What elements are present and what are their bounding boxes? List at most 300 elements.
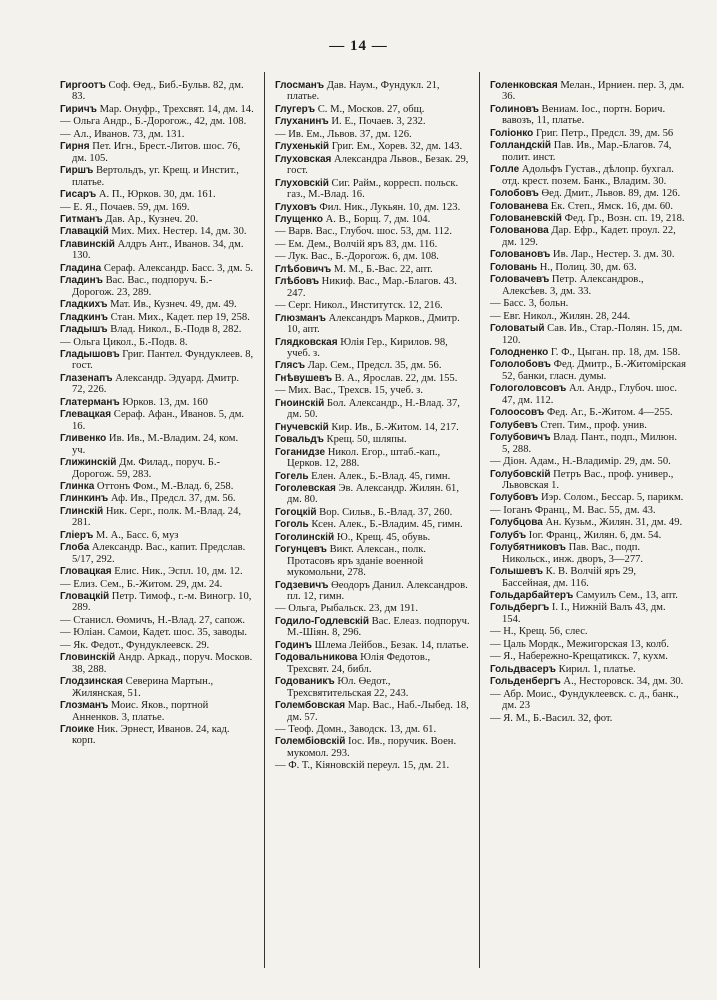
entry-surname: Годзевичъ — [275, 579, 329, 591]
directory-entry — [60, 239, 254, 262]
entry-surname: Глинкинъ — [60, 493, 109, 505]
entry-details: М. М., Б.-Вас. 22, апт. — [331, 263, 433, 275]
directory-entry — [60, 324, 254, 335]
entry-surname: Головань — [490, 261, 538, 273]
entry-surname: Гноинскій — [275, 397, 325, 409]
entry-details: Юрков. 13, дм. 160 — [119, 396, 208, 408]
entry-details: Лар. Сем., Предсл. 35, дм. 56. — [305, 360, 442, 372]
entry-details: Вертольдъ, уг. Крещ. и Инстит., платье. — [72, 165, 239, 188]
directory-entry — [60, 397, 254, 408]
entry-details: Григ. Петр., Предсл. 39, дм. 56 — [533, 127, 674, 139]
entry-surname: Гладина — [60, 262, 102, 274]
entry-surname: Глоике — [60, 724, 95, 736]
entry-surname: Годовальникова — [275, 652, 358, 664]
entry-details: Григ. Пантел. Фундуклеев. 8, гост. — [72, 348, 254, 372]
entry-surname: Глѣбовичъ — [275, 263, 332, 275]
entry-details: Александръ Марков., Дмитр. 10, апт. — [287, 312, 460, 336]
directory-entry — [60, 165, 254, 188]
directory-entry — [60, 530, 254, 541]
directory-entry — [490, 164, 686, 187]
directory-entry — [60, 202, 254, 213]
directory-entry — [60, 433, 254, 456]
entry-details: Дар. Ефр., Кадет. проул. 22, дм. 129. — [502, 225, 676, 248]
directory-entry — [275, 580, 470, 603]
entry-details: А., Несторовск. 34, дм. 30. — [560, 676, 684, 688]
directory-entry — [60, 652, 254, 675]
entry-details: Фед. Гр., Возн. сп. 19, 218. — [561, 212, 685, 224]
entry-surname: Голубцова — [490, 517, 543, 529]
directory-entry — [60, 104, 254, 115]
entry-details: Петр. Тимоф., г.-м. Виногр. 10, 289. — [72, 591, 252, 614]
directory-entry — [490, 492, 686, 503]
entry-surname: Голоосовъ — [490, 407, 545, 419]
entry-details: Ек. Степ., Ямск. 16, дм. 60. — [548, 200, 673, 212]
directory-entry — [490, 517, 686, 528]
entry-surname: Гологоловсовъ — [490, 383, 567, 395]
directory-entry — [490, 128, 686, 139]
entry-surname: Глѣбовъ — [275, 276, 320, 288]
directory-column-3 — [490, 80, 686, 725]
directory-entry — [275, 226, 470, 237]
directory-entry — [490, 530, 686, 541]
entry-surname: Гиричъ — [60, 103, 97, 115]
directory-entry — [60, 373, 254, 396]
directory-entry — [275, 337, 470, 360]
directory-entry — [60, 275, 254, 298]
entry-details: І. І., Нижній Валъ 43, дм. 154. — [502, 602, 666, 625]
entry-details: — Цаль Мордк., Межигорская 13, колб. — [490, 638, 670, 650]
directory-entry — [60, 627, 254, 638]
entry-surname: Гиршъ — [60, 165, 94, 177]
directory-entry — [490, 213, 686, 224]
directory-entry — [60, 676, 254, 699]
entry-details: Кирил. 1, платье. — [555, 663, 636, 675]
directory-entry — [275, 154, 470, 177]
entry-details: — Діон. Адам., Н.-Владимір. 29, дм. 50. — [490, 456, 671, 468]
entry-details: — Ольга, Рыбальск. 23, дм 191. — [275, 603, 418, 615]
directory-entry — [490, 420, 686, 431]
entry-details: Мих. Мих. Нестер. 14, дм. 30. — [108, 226, 247, 238]
entry-details: Г. Ф., Цыган. пр. 18, дм. 158. — [548, 346, 681, 358]
entry-details: — Евг. Никол., Жилян. 28, 244. — [490, 310, 631, 322]
entry-details: Мар. Онуфр., Трехсвят. 14, дм. 14. — [96, 103, 254, 115]
entry-details: — Мих. Вас., Трехсв. 15, учеб. з. — [275, 385, 423, 397]
entry-details: Вас. Вас., подпоруч. Б.-Дорогож. 23, 289. — [72, 275, 213, 298]
directory-entry — [275, 80, 470, 103]
entry-details: Иэр. Солом., Бессар. 5, парикм. — [538, 492, 684, 504]
entry-details: — Я., Набережно-Крещатикск. 7, кухм. — [490, 651, 668, 663]
entry-details: Өеодоръ Данил. Александров. пл. 12, гимн. — [287, 579, 468, 603]
entry-details: Іог. Франц., Жилян. 6, дм. 54. — [526, 529, 662, 541]
entry-surname: Глинскій — [60, 505, 104, 517]
entry-surname: Голубовичъ — [490, 432, 551, 444]
directory-entry — [60, 542, 254, 565]
directory-entry — [490, 80, 686, 103]
entry-surname: Говальдъ — [275, 434, 324, 446]
directory-entry — [490, 456, 686, 467]
entry-details: Северина Мартын., Жилянская, 51. — [72, 676, 214, 699]
directory-entry — [490, 469, 686, 492]
entry-details: Бол. Александр., Н.-Влад. 37, дм. 50. — [287, 397, 460, 421]
entry-details: Фед. Аг., Б.-Житом. 4—255. — [544, 407, 673, 419]
directory-entry — [60, 141, 254, 164]
directory-entry — [490, 505, 686, 516]
entry-details: Сераф. Афан., Иванов. 5, дм. 16. — [72, 409, 245, 432]
entry-details: — Ф. Т., Кіяновскій переул. 15, дм. 21. — [275, 760, 450, 772]
directory-column-2 — [275, 80, 470, 773]
directory-entry — [275, 202, 470, 213]
directory-entry — [275, 532, 470, 543]
entry-surname: Главинскій — [60, 238, 115, 250]
entry-details: С. М., Москов. 27, общ. — [315, 103, 425, 115]
entry-details: — Ем. Дем., Волчій яръ 83, дм. 116. — [275, 238, 438, 250]
entry-surname: Глясъ — [275, 360, 306, 372]
entry-surname: Глозманъ — [60, 700, 109, 712]
entry-surname: Гоголевская — [275, 482, 336, 494]
directory-entry — [275, 447, 470, 470]
entry-details: А. П., Юрков. 30, дм. 161. — [96, 189, 216, 201]
entry-details: Крещ. 50, шляпы. — [323, 434, 407, 446]
entry-details: — Е. Я., Почаев. 59, дм. 169. — [60, 201, 190, 213]
entry-surname: Гоголинскій — [275, 531, 335, 543]
directory-entry — [275, 544, 470, 578]
entry-surname: Глуховскій — [275, 177, 329, 189]
directory-entry — [490, 274, 686, 297]
entry-details: И. Е., Почаев. 3, 232. — [328, 116, 426, 128]
entry-details: Петръ Вас., проф. универ., Львовская 1. — [502, 468, 674, 491]
directory-entry — [60, 129, 254, 140]
directory-entry — [490, 626, 686, 637]
entry-details: Сав. Ив., Стар.-Полян. 15, дм. 120. — [502, 323, 683, 346]
entry-details: Петр. Александров., Алексѣев. 3, дм. 33. — [502, 274, 644, 297]
entry-details: Мат. Ив., Кузнеч. 49, дм. 49. — [107, 299, 237, 311]
entry-surname: Глуховская — [275, 153, 332, 165]
entry-details: Фил. Ник., Лукьян. 10, дм. 123. — [316, 201, 461, 213]
directory-entry — [60, 214, 254, 225]
entry-details: Александр. Эдуард. Дмитр. 72, 226. — [72, 372, 240, 396]
entry-details: Шлема Лейбов., Безак. 14, платье. — [311, 639, 469, 651]
entry-surname: Голованевскій — [490, 212, 562, 224]
entry-details: — Абр. Моис., Фундуклеевск. с. д., банк., дм. 23 — [490, 688, 679, 712]
directory-entry — [490, 347, 686, 358]
entry-details: — Ал., Иванов. 73, дм. 131. — [60, 128, 185, 140]
directory-entry — [275, 640, 470, 651]
directory-entry — [490, 188, 686, 199]
directory-entry — [275, 141, 470, 152]
entry-details: Ив. Лар., Нестер. 3. дм. 30. — [550, 249, 675, 261]
directory-entry — [490, 651, 686, 662]
directory-entry — [60, 579, 254, 590]
entry-details: Юлія Федотов., Трехсвят. 24, библ. — [287, 652, 431, 675]
entry-details: — Варв. Вас., Глубоч. шос. 53, дм. 112. — [275, 226, 452, 238]
entry-details: Ксен. Алек., Б.-Владим. 45, гимн. — [308, 519, 463, 531]
directory-entry — [490, 664, 686, 675]
entry-surname: Гладинъ — [60, 275, 103, 287]
directory-entry — [490, 676, 686, 687]
directory-entry — [275, 507, 470, 518]
entry-surname: Гладкинъ — [60, 311, 108, 323]
directory-entry — [490, 383, 686, 406]
entry-details: Ал. Андр., Глубоч. шос. 47, дм. 112. — [502, 383, 678, 406]
directory-entry — [275, 104, 470, 115]
directory-entry — [60, 116, 254, 127]
entry-details: Іос. Ив., поручик. Воен. мукомол. 293. — [287, 736, 457, 759]
entry-surname: Гисаръ — [60, 189, 97, 201]
entry-details: Ив. Ив., М.-Владим. 24, ком. уч. — [72, 433, 239, 456]
entry-details: — Станисл. Өомичъ, Н.-Влад. 27, сапож. — [60, 614, 245, 626]
entry-details: Елис. Ник., Эспл. 10, дм. 12. — [111, 566, 243, 578]
entry-surname: Голубъ — [490, 529, 527, 541]
entry-surname: Голубевъ — [490, 419, 538, 431]
entry-surname: Глуховъ — [275, 201, 317, 213]
entry-details: М. А., Басс. 6, муз — [93, 529, 179, 541]
directory-entry — [60, 506, 254, 529]
entry-details: К. В. Волчій яръ 29, Бассейная, дм. 116. — [502, 566, 637, 589]
entry-surname: Гогель — [275, 470, 309, 482]
entry-details: Фед. Дмитр., Б.-Житомірская 52, банки, гласн. думы. — [502, 359, 687, 382]
entry-details: Н., Полиц. 30, дм. 63. — [537, 261, 637, 273]
directory-entry — [275, 736, 470, 759]
directory-entry — [275, 700, 470, 723]
directory-entry — [490, 323, 686, 346]
directory-entry — [275, 264, 470, 275]
entry-details: Никиф. Вас., Мар.-Благов. 43. 247. — [287, 276, 457, 299]
entry-surname: Глугеръ — [275, 103, 316, 115]
directory-entry — [490, 262, 686, 273]
page-number: — 14 — — [329, 38, 388, 54]
entry-details: Стан. Мих., Кадет. пер 19, 258. — [107, 311, 250, 323]
entry-surname: Глазенапъ — [60, 372, 113, 384]
entry-surname: Гирня — [60, 141, 90, 153]
directory-entry — [60, 312, 254, 323]
entry-details: Дм. Филад., поруч. Б.-Дорогож. 59, 283. — [72, 457, 220, 480]
entry-surname: Гололобовъ — [490, 359, 551, 371]
entry-surname: Голованова — [490, 225, 549, 237]
entry-details: — Як. Федот., Фундуклеевск. 29. — [60, 639, 210, 651]
directory-entry — [490, 432, 686, 455]
entry-surname: Гловацкій — [60, 591, 110, 603]
entry-surname: Гливенко — [60, 433, 107, 445]
directory-entry — [60, 615, 254, 626]
column-divider — [479, 72, 480, 968]
directory-entry — [490, 407, 686, 418]
entry-surname: Голенковская — [490, 80, 558, 91]
directory-entry — [275, 422, 470, 433]
entry-details: Никол. Егор., штаб.-кап., Церков. 12, 288. — [287, 446, 441, 470]
entry-details: — Серг. Никол., Институтск. 12, 216. — [275, 300, 443, 312]
directory-entry — [275, 398, 470, 421]
directory-entry — [490, 602, 686, 625]
entry-surname: Голле — [490, 164, 520, 176]
entry-surname: Голубовскій — [490, 468, 551, 480]
entry-surname: Голубовъ — [490, 492, 539, 504]
directory-entry — [60, 566, 254, 577]
entry-surname: Головатый — [490, 323, 545, 335]
directory-entry — [60, 481, 254, 492]
entry-surname: Гольдбергъ — [490, 602, 550, 614]
entry-details: — Ольга Цикол., Б.-Подв. 8. — [60, 336, 188, 348]
entry-details: Вениам. Іос., портн. Борич. вавозъ, 11, платье. — [502, 103, 666, 127]
entry-details: Эв. Александр. Жилян. 61, дм. 80. — [287, 482, 460, 506]
directory-entry — [60, 457, 254, 480]
entry-surname: Годило-Годлевскій — [275, 615, 369, 627]
entry-details: Юлія Гер., Кирилов. 98, учеб. з. — [287, 336, 448, 359]
entry-details: Ю., Крещ. 45, обувь. — [334, 531, 431, 543]
entry-surname: Глоба — [60, 542, 90, 554]
entry-surname: Глуханинъ — [275, 116, 329, 128]
entry-details: Ник. Эрнест, Иванов. 24, кад. корп. — [72, 724, 230, 747]
entry-details: — Я. М., Б.-Васил. 32, фот. — [490, 712, 613, 724]
entry-details: Влад. Пант., подп., Милюн. 5, 288. — [502, 432, 677, 455]
entry-surname: Голландскій — [490, 140, 552, 152]
directory-entry — [60, 700, 254, 723]
directory-entry — [490, 225, 686, 248]
entry-details: Сераф. Александр. Басс. 3, дм. 5. — [101, 262, 254, 274]
directory-entry — [60, 493, 254, 504]
entry-surname: Глухенькій — [275, 141, 330, 153]
entry-details: Григ. Ем., Хорев. 32, дм. 143. — [329, 141, 463, 153]
directory-entry — [275, 178, 470, 201]
directory-entry — [60, 263, 254, 274]
entry-details: Оттонъ Фом., М.-Влад. 6, 258. — [94, 480, 234, 492]
entry-surname: Гловинскій — [60, 652, 116, 664]
entry-surname: Глодзинская — [60, 676, 123, 688]
entry-details: Александр. Вас., капит. Предслав. 5/17, 292. — [72, 542, 246, 565]
entry-details: — Басс. 3, больн. — [490, 298, 569, 310]
directory-entry — [275, 483, 470, 506]
entry-surname: Головановъ — [490, 249, 551, 261]
directory-entry — [275, 116, 470, 127]
entry-surname: Голіонко — [490, 127, 534, 139]
entry-surname: Гладышовъ — [60, 348, 120, 360]
entry-surname: Голубятниковъ — [490, 542, 566, 554]
directory-entry — [275, 385, 470, 396]
entry-details: Степ. Тим., проф. унив. — [537, 419, 647, 431]
entry-surname: Голиновъ — [490, 103, 539, 115]
entry-details: — Лук. Вас., Б.-Дорогож. 6, дм. 108. — [275, 251, 439, 263]
entry-details: Ник. Серг., полк. М.-Влад. 24, 281. — [72, 505, 242, 529]
entry-surname: Глюзманъ — [275, 312, 326, 324]
entry-surname: Годованикъ — [275, 676, 335, 688]
entry-surname: Гитманъ — [60, 213, 103, 225]
entry-details: Кир. Ив., Б.-Житом. 14, 217. — [328, 421, 459, 433]
directory-entry — [60, 299, 254, 310]
directory-entry — [275, 652, 470, 675]
entry-details: — Ив. Ем., Львов. 37, дм. 126. — [275, 128, 412, 140]
directory-entry — [275, 251, 470, 262]
directory-entry — [60, 337, 254, 348]
entry-surname: Гольдвасеръ — [490, 663, 556, 675]
directory-entry — [275, 616, 470, 639]
directory-entry — [275, 300, 470, 311]
entry-surname: Гольдарбайтеръ — [490, 590, 574, 602]
directory-entry — [490, 639, 686, 650]
directory-entry — [275, 603, 470, 614]
entry-surname: Гловацкая — [60, 566, 112, 578]
directory-entry — [60, 409, 254, 432]
entry-surname: Голембовская — [275, 700, 346, 712]
directory-entry — [60, 80, 254, 103]
directory-entry — [60, 189, 254, 200]
directory-entry — [60, 640, 254, 651]
entry-details: Адольфъ Густав., дѣлопр. бухгал. отд. крест. позем. Банк., Владим. 30. — [502, 164, 674, 187]
entry-surname: Гладкихъ — [60, 299, 108, 311]
directory-entry — [490, 713, 686, 724]
entry-details: Дав. Наум., Фундукл. 21, платье. — [287, 80, 440, 103]
directory-entry — [275, 313, 470, 336]
directory-entry — [275, 360, 470, 371]
directory-entry — [490, 359, 686, 382]
entry-details: Алдръ Ант., Иванов. 34, дм. 130. — [72, 238, 244, 262]
directory-entry — [490, 298, 686, 309]
entry-surname: Гоганидзе — [275, 446, 326, 458]
entry-surname: Голембіовскій — [275, 736, 346, 748]
directory-entry — [275, 129, 470, 140]
entry-details: Пет. Игн., Брест.-Литов. шос. 76, дм. 105. — [72, 141, 241, 164]
entry-details: Самуилъ Сем., 13, апт. — [573, 590, 678, 602]
entry-details: Влад. Никол., Б.-Подв 8, 282. — [107, 324, 242, 336]
entry-surname: Гогоцкій — [275, 506, 317, 518]
entry-details: Аф. Ив., Предсл. 37, дм. 56. — [108, 493, 236, 505]
directory-entry — [275, 471, 470, 482]
entry-details: Дав. Ар., Кузнеч. 20. — [102, 213, 199, 225]
directory-entry — [60, 226, 254, 237]
entry-details: Елен. Алек., Б.-Влад. 45, гимн. — [308, 470, 451, 482]
entry-surname: Глижинскій — [60, 457, 117, 469]
entry-details: Вас. Елеаз. подпоруч. М.-Шіян. 8, 296. — [287, 615, 470, 639]
entry-surname: Гладышъ — [60, 324, 108, 336]
entry-details: Викт. Алексан., полк. Протасовъ яръ зданіе военной мукомольни, 278. — [287, 544, 427, 579]
directory-entry — [60, 724, 254, 747]
entry-surname: Глущенко — [275, 213, 323, 225]
entry-surname: Голованева — [490, 200, 549, 212]
entry-surname: Гогунцевъ — [275, 544, 327, 556]
entry-details: — Теоф. Домн., Заводск. 13, дм. 61. — [275, 724, 437, 736]
entry-details: Вор. Сильв., Б.-Влад. 37, 260. — [316, 506, 453, 518]
entry-details: Сиг. Райм., корресп. польск. газ., М.-Влад. 16. — [287, 177, 459, 201]
entry-surname: Глинка — [60, 480, 95, 492]
directory-entry — [60, 591, 254, 614]
entry-surname: Годинъ — [275, 639, 312, 651]
entry-details: — Ольга Андр., Б.-Дорогож., 42, дм. 108. — [60, 116, 247, 128]
directory-entry — [490, 590, 686, 601]
entry-details: Моис. Яков., портной Анненков. 3, платье. — [72, 700, 209, 723]
entry-surname: Гнѣвушевъ — [275, 372, 333, 384]
directory-entry — [490, 542, 686, 565]
entry-details: Андр. Аркад., поруч. Москов. 38, 288. — [72, 652, 253, 675]
entry-surname: Головачевъ — [490, 274, 550, 286]
entry-surname: Гліеръ — [60, 529, 94, 541]
directory-entry — [490, 566, 686, 589]
column-divider — [264, 72, 265, 968]
directory-entry — [60, 349, 254, 372]
directory-entry — [275, 724, 470, 735]
entry-details: А. В., Борщ. 7, дм. 104. — [322, 213, 431, 225]
directory-entry — [275, 214, 470, 225]
directory-entry — [275, 760, 470, 771]
entry-surname: Глатерманъ — [60, 396, 120, 408]
directory-entry — [490, 201, 686, 212]
entry-surname: Главацкій — [60, 226, 109, 238]
entry-details: Мар. Вас., Наб.-Лыбед. 18, дм. 57. — [287, 700, 469, 723]
entry-surname: Голобовъ — [490, 188, 539, 200]
entry-details: Юл. Өедот., Трехсвятительская 22, 243. — [287, 676, 409, 699]
directory-entry — [275, 434, 470, 445]
directory-entry — [490, 311, 686, 322]
entry-details: Соф. Өед., Биб.-Бульв. 82, дм. 83. — [72, 80, 244, 103]
entry-surname: Голодненко — [490, 346, 549, 358]
directory-entry — [490, 140, 686, 163]
